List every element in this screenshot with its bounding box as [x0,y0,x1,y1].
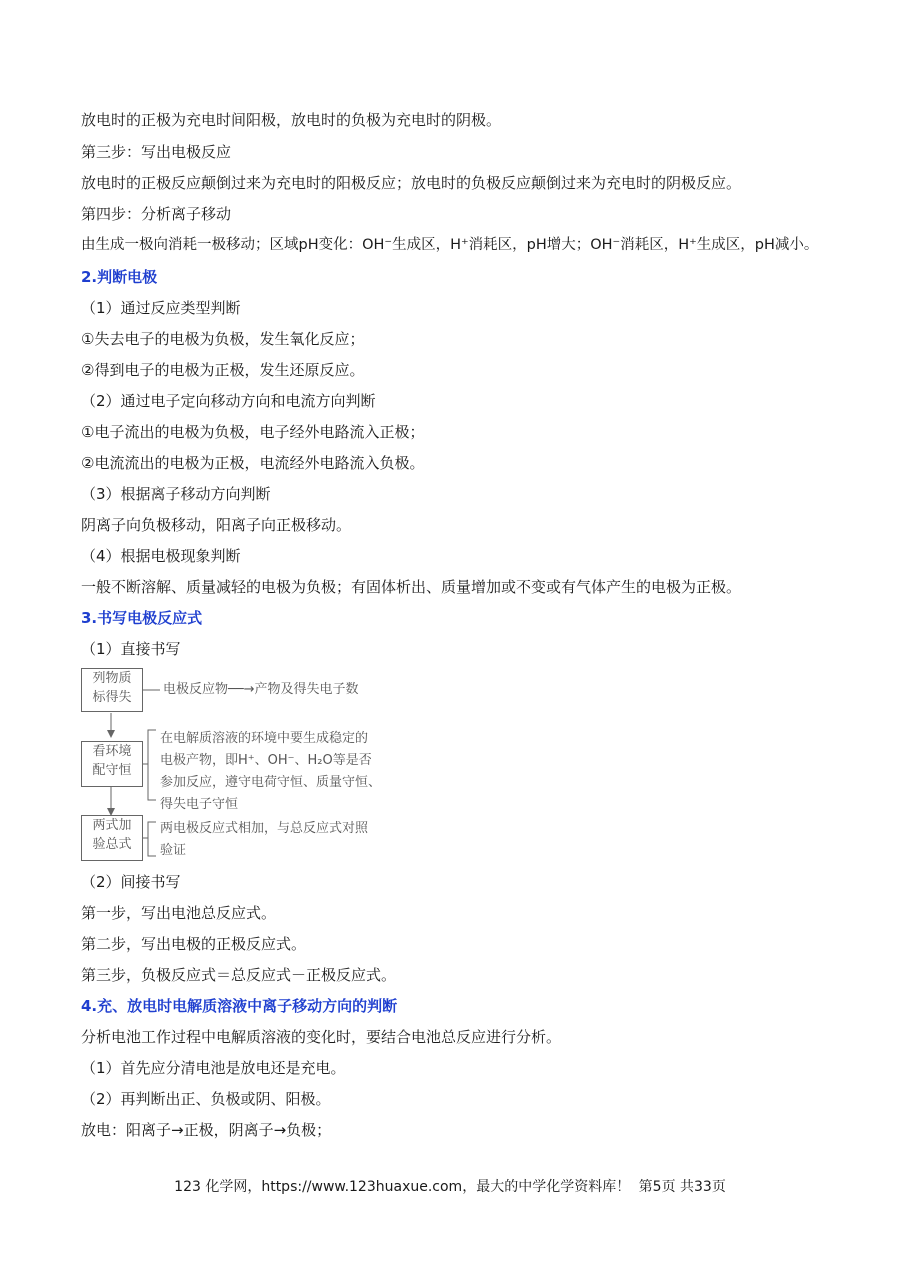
bracket-line [148,822,156,856]
box-label: 列物质 [92,671,132,686]
box-label: 看环境 [92,744,132,759]
text-line: 放电时的正极反应颠倒过来为充电时的阳极反应；放电时的负极反应颠倒过来为充电时的阴极反应。 [81,174,742,192]
text-line: （3）根据离子移动方向判断 [81,485,271,503]
text-line: 第三步：写出电极反应 [81,143,232,161]
text-line: 放电：阳离子→正极，阴离子→负极； [81,1121,332,1139]
note-reactants: 电极反应物──→产物及得失电子数 [163,682,359,697]
text-line: ②得到电子的电极为正极，发生还原反应。 [81,361,365,379]
text-line: ②电流流出的电极为正极，电流经外电路流入负极。 [81,454,425,472]
box-label: 配守恒 [92,763,132,778]
footer-site-text: 123 化学网，https://www.123huaxue.com，最大的中学化学资料库！ [174,1179,631,1195]
text-line: （2）再判断出正、负极或阴、阳极。 [81,1090,331,1108]
step-box-verify [81,815,143,861]
text-line: （4）根据电极现象判断 [81,547,241,565]
note-line: 验证 [160,843,187,858]
text-line: （2）间接书写 [81,873,181,891]
text-line: 由生成一极向消耗一极移动；区域pH变化：OH⁻生成区，H⁺消耗区，pH增大；OH⁻消耗区，H⁺生成区，pH减小。 [81,237,819,253]
text-line: ①电子流出的电极为负极，电子经外电路流入正极； [81,423,425,441]
note-line: 电极产物，即H⁺、OH⁻、H₂O等是否 [160,753,372,768]
page-number: 第5页 共33页 [638,1179,726,1195]
box-label: 标得失 [92,690,132,705]
note-line: 参加反应，遵守电荷守恒、质量守恒、 [160,775,382,790]
text-line: 阴离子向负极移动，阳离子向正极移动。 [81,516,352,534]
note-line: 在电解质溶液的环境中要生成稳定的 [160,731,369,746]
text-line: 第二步，写出电极的正极反应式。 [81,935,307,953]
text-line: 一般不断溶解、质量减轻的电极为负极；有固体析出、质量增加或不变或有气体产生的电极为正极。 [81,578,742,596]
section-heading: 3.书写电极反应式 [81,609,203,627]
text-line: 分析电池工作过程中电解质溶液的变化时，要结合电池总反应进行分析。 [81,1028,562,1046]
section-heading: 2.判断电极 [81,268,158,286]
section-heading: 4.充、放电时电解质溶液中离子移动方向的判断 [81,997,398,1015]
step-box-environment [81,741,143,787]
note-line: 两电极反应式相加，与总反应式对照 [160,821,369,836]
bracket-line [148,730,156,800]
text-line: 第四步：分析离子移动 [81,205,232,223]
text-line: 放电时的正极为充电时间阳极，放电时的负极为充电时的阴极。 [81,111,502,129]
text-line: ①失去电子的电极为负极，发生氧化反应； [81,330,365,348]
page-footer [0,1177,900,1197]
step-box-list-substances [81,668,143,712]
text-line: （1）首先应分清电池是放电还是充电。 [81,1059,346,1077]
text-line: （1）直接书写 [81,640,181,658]
text-line: （1）通过反应类型判断 [81,299,241,317]
box-label: 验总式 [92,837,132,852]
box-label: 两式加 [92,818,132,833]
text-line: （2）通过电子定向移动方向和电流方向判断 [81,392,376,410]
note-line: 得失电子守恒 [160,797,239,812]
text-line: 第一步，写出电池总反应式。 [81,904,277,922]
text-line: 第三步，负极反应式＝总反应式－正极反应式。 [81,966,397,984]
